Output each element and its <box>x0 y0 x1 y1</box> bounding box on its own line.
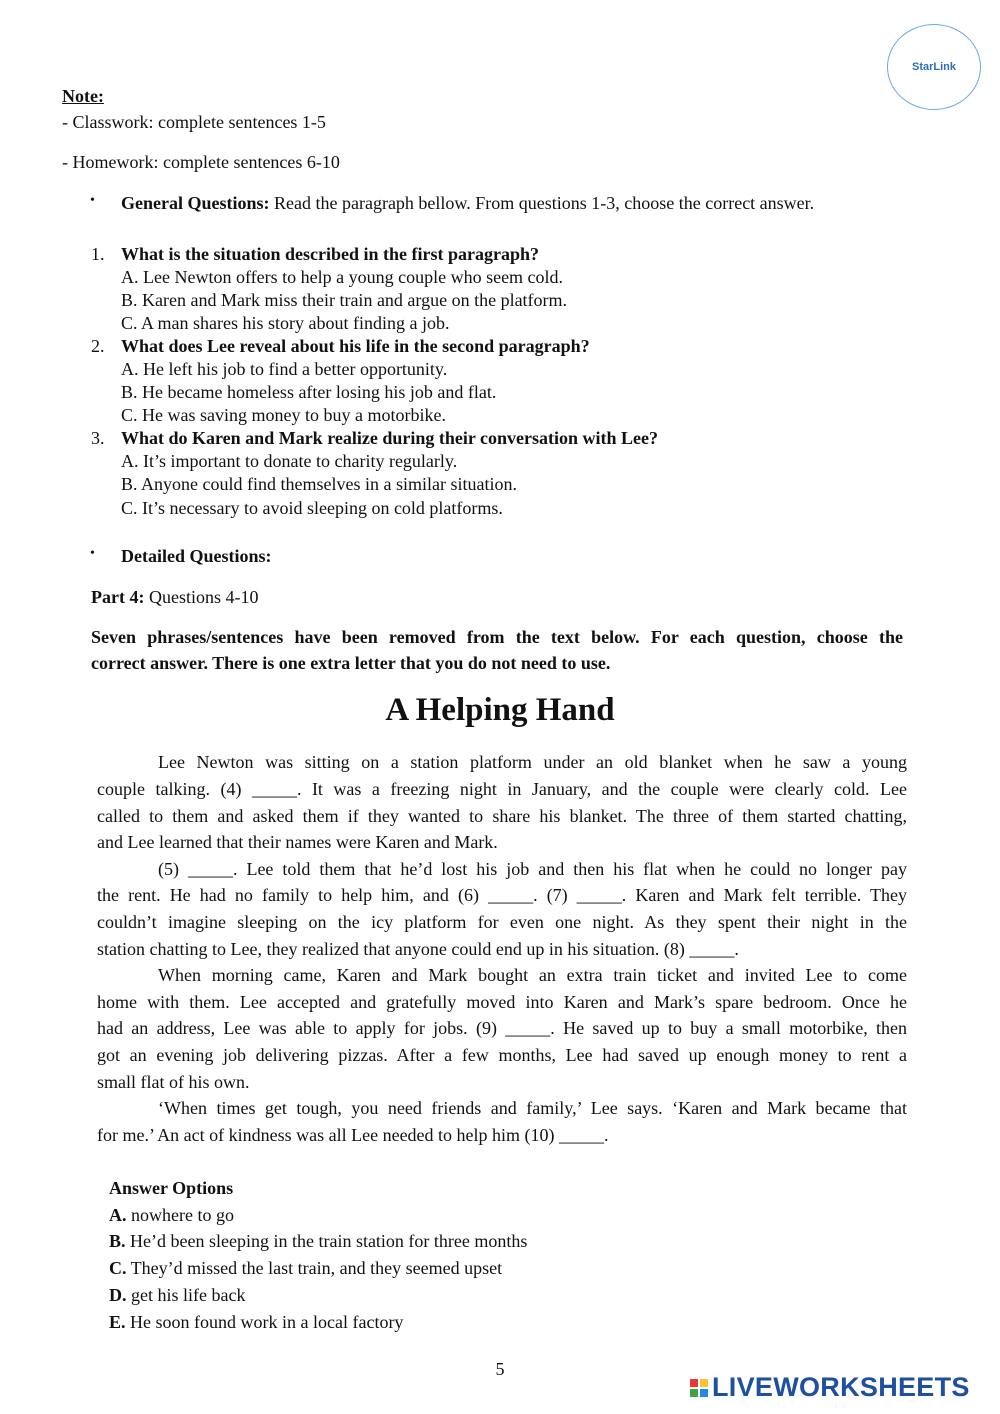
note-homework: - Homework: complete sentences 6-10 <box>62 152 340 172</box>
question-option: B. Anyone could find themselves in a similar situation. <box>121 474 517 494</box>
logo-square <box>700 1379 708 1387</box>
logo-text: StarLink <box>911 61 956 73</box>
story-line: When morning came, Karen and Mark bought an extra train ticket and invited Lee to come <box>158 965 907 985</box>
story-line: got an evening job delivering pizzas. After a few months, Lee had saved up enough money to rent a <box>97 1045 907 1065</box>
logo-square <box>690 1389 698 1397</box>
watermark-text: LIVEWORKSHEETS <box>712 1372 970 1402</box>
answer-option-text: He soon found work in a local factory <box>125 1312 404 1332</box>
instructions-line: Seven phrases/sentences have been removed from the text below. For each question, choose the <box>91 627 903 647</box>
story-line: for me.’ An act of kindness was all Lee needed to help him (10) _____. <box>97 1125 609 1145</box>
general-questions-label: General Questions: <box>121 193 270 213</box>
story-title: A Helping Hand <box>385 692 615 728</box>
answer-options-heading: Answer Options <box>109 1178 234 1198</box>
answer-option <box>109 1204 234 1227</box>
liveworksheets-logo-icon <box>690 1379 708 1397</box>
part4-text: Questions 4-10 <box>144 587 259 607</box>
question-number: 3. <box>91 428 105 448</box>
story-line: had an address, Lee was able to apply for jobs. (9) _____. He saved up to buy a small motorbike, then <box>97 1018 907 1038</box>
answer-option-text: They’d missed the last train, and they seemed upset <box>126 1258 503 1278</box>
logo-square <box>690 1379 698 1387</box>
question-text: What is the situation described in the first paragraph? <box>121 244 540 264</box>
answer-option-letter: A. <box>109 1205 127 1225</box>
answer-option <box>109 1257 502 1280</box>
story-line: station chatting to Lee, they realized that anyone could end up in his situation. (8) _____. <box>97 939 739 959</box>
question-option: A. He left his job to find a better opportunity. <box>121 359 448 379</box>
instructions-line: correct answer. There is one extra letter that you do not need to use. <box>91 653 611 673</box>
logo-square <box>700 1389 708 1397</box>
answer-option <box>109 1284 245 1307</box>
note-classwork: - Classwork: complete sentences 1-5 <box>62 112 326 132</box>
story-line: the rent. He had no family to help him, and (6) _____. (7) _____. Karen and Mark felt terrible. They <box>97 885 907 905</box>
story-line: and Lee learned that their names were Karen and Mark. <box>97 832 498 852</box>
note-heading: Note: <box>62 86 104 106</box>
answer-option-text: He’d been sleeping in the train station for three months <box>125 1231 528 1251</box>
bullet-icon: • <box>90 193 95 208</box>
story-line: small flat of his own. <box>97 1072 250 1092</box>
answer-option-letter: D. <box>109 1285 127 1305</box>
story-line: called to them and asked them if they wanted to share his blanket. The three of them started chatting, <box>97 806 907 826</box>
story-line: home with them. Lee accepted and gratefully moved into Karen and Mark’s spare bedroom. Once he <box>97 992 907 1012</box>
question-option: A. It’s important to donate to charity regularly. <box>121 451 458 471</box>
answer-option <box>109 1311 403 1334</box>
question-option: B. He became homeless after losing his job and flat. <box>121 382 497 402</box>
bullet-icon: • <box>90 546 95 561</box>
story-line: ‘When times get tough, you need friends and family,’ Lee says. ‘Karen and Mark became that <box>158 1098 907 1118</box>
story-line: Lee Newton was sitting on a station platform under an old blanket when he saw a young <box>158 752 907 772</box>
question-option: C. He was saving money to buy a motorbike. <box>121 405 446 425</box>
question-number: 1. <box>91 244 105 264</box>
story-line: couldn’t imagine sleeping on the icy platform for even one night. As they spent their night in the <box>97 912 907 932</box>
answer-option-letter: C. <box>109 1258 127 1278</box>
liveworksheets-watermark <box>690 1372 970 1403</box>
question-option: C. It’s necessary to avoid sleeping on cold platforms. <box>121 498 503 518</box>
part4-label: Part 4: <box>91 587 145 607</box>
question-number: 2. <box>91 336 105 356</box>
answer-option <box>109 1230 527 1253</box>
general-questions-instruction <box>121 192 814 215</box>
page-number: 5 <box>495 1359 505 1379</box>
question-option: C. A man shares his story about finding a job. <box>121 313 450 333</box>
question-option: B. Karen and Mark miss their train and argue on the platform. <box>121 290 568 310</box>
answer-option-letter: E. <box>109 1312 126 1332</box>
starlink-logo <box>887 24 981 110</box>
part4-heading <box>91 586 258 609</box>
detailed-questions-label: Detailed Questions: <box>121 546 272 566</box>
answer-option-text: get his life back <box>126 1285 246 1305</box>
question-text: What does Lee reveal about his life in the second paragraph? <box>121 336 590 356</box>
question-option: A. Lee Newton offers to help a young couple who seem cold. <box>121 267 564 287</box>
story-line: (5) _____. Lee told them that he’d lost his job and then his flat when he could no longer pay <box>158 859 907 879</box>
answer-option-letter: B. <box>109 1231 126 1251</box>
story-line: couple talking. (4) _____. It was a freezing night in January, and the couple were clearly cold. Lee <box>97 779 907 799</box>
general-questions-text: Read the paragraph bellow. From questions 1-3, choose the correct answer. <box>269 193 815 213</box>
question-text: What do Karen and Mark realize during their conversation with Lee? <box>121 428 658 448</box>
answer-option-text: nowhere to go <box>126 1205 234 1225</box>
